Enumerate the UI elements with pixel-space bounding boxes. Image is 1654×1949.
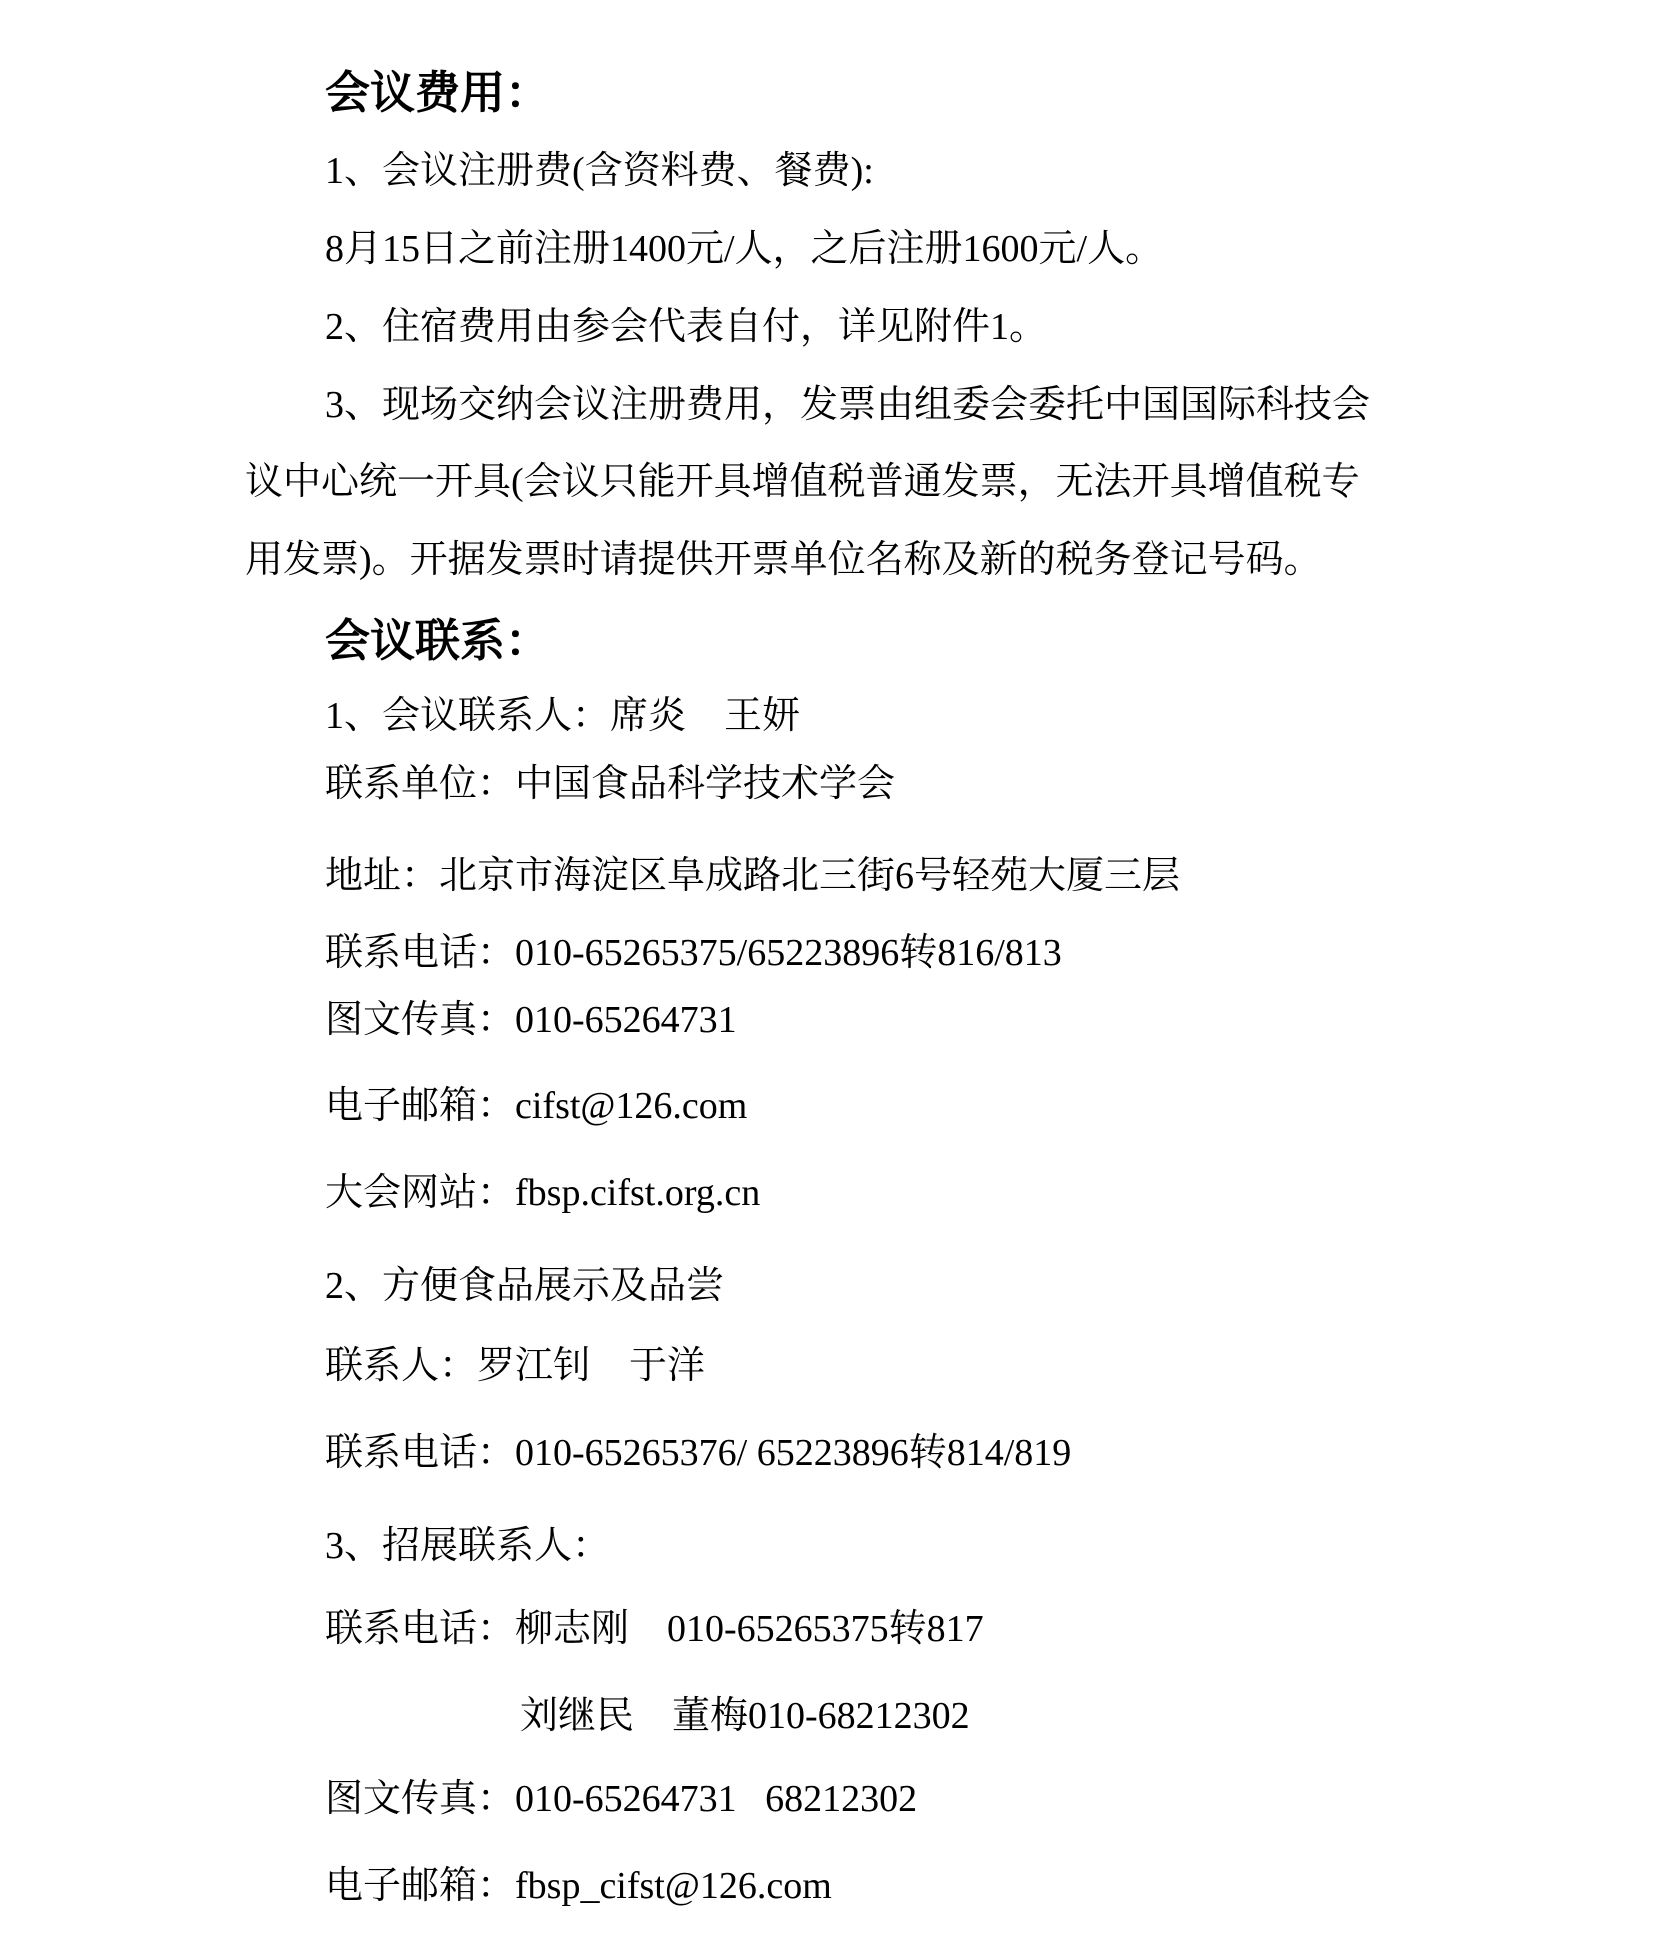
food-exhibition-title: 2、方便食品展示及品尝 (325, 1265, 725, 1307)
recruitment-phone-line-1: 联系电话：柳志刚 010-65265375转817 (325, 1608, 984, 1650)
conference-fax-line: 图文传真：010-65264731 (325, 999, 737, 1041)
conference-organization-line: 联系单位：中国食品科学技术学会 (325, 763, 896, 805)
recruitment-phone-line-2: 刘继民 董梅010-68212302 (520, 1695, 970, 1737)
fee-registration-detail: 8月15日之前注册1400元/人，之后注册1600元/人。 (325, 228, 1164, 270)
recruitment-email-line: 电子邮箱：fbsp_cifst@126.com (325, 1865, 832, 1907)
recruitment-title: 3、招展联系人： (325, 1525, 611, 1567)
conference-contact-person-line: 1、会议联系人：席炎 王妍 (325, 695, 801, 737)
fee-invoice-line-1: 3、现场交纳会议注册费用，发票由组委会委托中国国际科技会 (325, 384, 1371, 426)
conference-email-line: 电子邮箱：cifst@126.com (325, 1085, 748, 1127)
conference-phone-line: 联系电话：010-65265375/65223896转816/813 (325, 932, 1062, 974)
fee-invoice-line-2: 议中心统一开具(会议只能开具增值税普通发票，无法开具增值税专 (245, 461, 1360, 503)
food-exhibition-contact-line: 联系人：罗江钊 于洋 (325, 1345, 706, 1387)
fee-registration-item: 1、会议注册费(含资料费、餐费): (325, 150, 874, 192)
fee-invoice-line-3: 用发票)。开据发票时请提供开票单位名称及新的税务登记号码。 (245, 539, 1322, 581)
food-exhibition-phone-line: 联系电话：010-65265376/ 65223896转814/819 (325, 1432, 1072, 1474)
contacts-heading: 会议联系： (325, 616, 551, 666)
conference-address-line: 地址：北京市海淀区阜成路北三街6号轻苑大厦三层 (325, 855, 1181, 897)
conference-website-line: 大会网站：fbsp.cifst.org.cn (325, 1172, 761, 1214)
recruitment-fax-line: 图文传真：010-65264731 68212302 (325, 1778, 918, 1820)
fee-lodging-item: 2、住宿费用由参会代表自付，详见附件1。 (325, 306, 1048, 348)
fees-heading: 会议费用： (325, 68, 551, 118)
